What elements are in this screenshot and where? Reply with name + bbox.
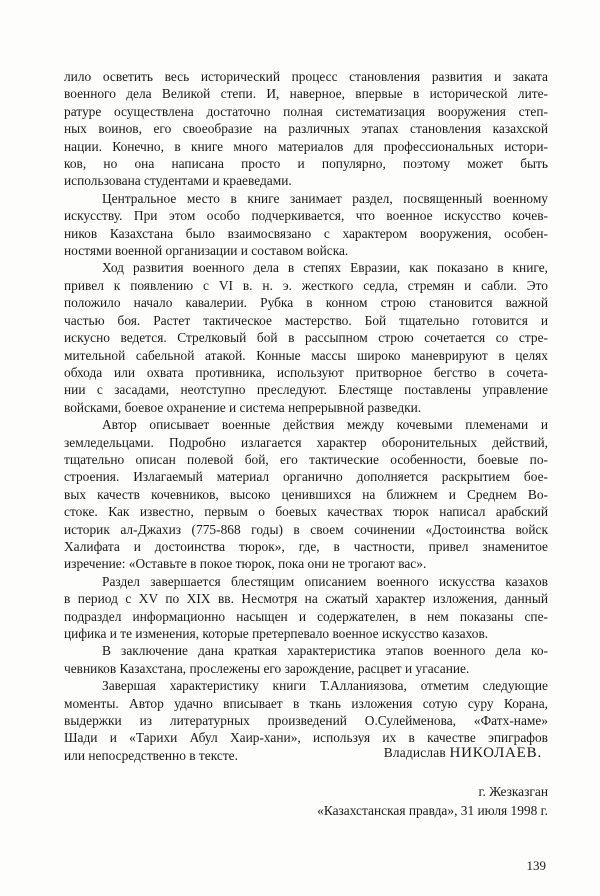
text-line: войсками, боевое охранение и система непрерывной разведки. [64,399,422,415]
text-line: обхода или охвата противника, используют притворное бегство в сочета- [64,364,548,380]
text-line: строения. Излагаемый материал органично дополняется раскрытием бое- [64,469,548,485]
paragraph [64,68,548,190]
text-line: частью боя. Растет тактическое мастерство. Бой тщательно готовится и [64,312,548,328]
text-line: Халифата и достоинства тюрок», где, в частности, привел знаменитое [64,538,548,554]
text-line: Ход развития военного дела в степях Евразии, как показано в книге, [102,260,548,276]
review-body [64,68,548,764]
publication-source: «Казахстанская правда», 31 июля 1998 г. [317,803,548,818]
text-line: В заключение дана краткая характеристика этапов военного дела ко- [102,643,548,659]
paragraph [64,642,548,677]
location-line: г. Жезказган [478,784,548,799]
text-line: ников Казахстана было взаимосвязано с характером вооружения, особен- [64,225,548,241]
author-first-name: Владислав [383,745,446,760]
text-line: положило начало кавалерии. Рубка в конном строю становится важной [64,295,548,311]
text-line: моменты. Автор удачно вписывает в ткань изложения сотую суру Корана, [64,695,548,711]
text-line: ных воинов, его своеобразие на различных этапах становления казахской [64,121,548,137]
text-line: Центральное место в книге занимает раздел, посвященный военному [102,190,548,206]
text-line: искусно ведется. Стрелковый бой в рассыпном строю сочетается со стре- [64,330,548,346]
text-line: Шади и «Тарихи Абул Хаир-хани», используя их в качестве эпиграфов [64,730,548,746]
text-line: тщательно описан полевой бой, его тактические особенности, боевые по- [64,451,548,467]
text-line: земледельцами. Подробно излагается характер оборонительных действий, [64,434,548,450]
text-line: ратуре осуществлена достаточно полная систематизация вооружения степ- [64,103,548,119]
text-line: ностями военной организации и составом войска. [64,243,349,259]
text-line: нации. Конечно, в книге много материалов для профессиональных истори- [64,138,548,154]
paragraph [64,259,548,416]
text-line: искусству. При этом особо подчеркивается, что военное искусство кочев- [64,208,548,224]
paragraph [64,416,548,573]
text-line: военного дела Великой степи. И, наверное, впервые в исторической лите- [64,86,548,102]
author-signature [384,745,542,762]
text-line: Раздел завершается блестящим описанием военного искусства казахов [102,573,548,589]
text-line: или непосредственно в тексте. [64,747,238,763]
text-line: в период с XV по XIX вв. Несмотря на сжатый характер изложения, данный [64,591,548,607]
text-line: Автор описывает военные действия между кочевыми племенами и [102,417,548,433]
text-line: использована студентами и краеведами. [64,173,292,189]
text-line: вых качеств кочевников, высоко ценившихся на ближнем и Среднем Во- [64,486,548,502]
text-line: привел к появлению с VI в. н. э. жесткого седла, стремян и сабли. Это [64,277,548,293]
text-line: мительной сабельной атакой. Конные массы широко маневрируют в целях [64,347,548,363]
text-line: лило осветить весь исторический процесс становления развития и заката [64,69,548,84]
text-line: выдержки из литературных произведений О.Сулейменова, «Фатх-наме» [64,713,548,729]
text-line: цифика и те изменения, которые претерпевало военное искусство казахов. [64,626,489,641]
text-line: Завершая характеристику книги Т.Алланиязова, отметим следующие [102,678,548,694]
text-line: ков, но она написана просто и популярно, поэтому может быть [64,156,548,172]
page-number: 139 [526,858,546,873]
paragraph [64,573,548,643]
author-surname: НИКОЛАЕВ. [449,745,542,761]
text-line: историк ал-Джахиз (775-868 годы) в своем сочинении «Достоинства войск [64,521,548,537]
text-line: нии с засадами, неотступно преследуют. Блестяще поставлены управление [64,382,548,398]
paragraph [64,190,548,260]
text-line: стоке. Как известно, первым о боевых качествах тюрок написал арабский [64,504,548,520]
text-line: изречение: «Оставьте в покое тюрок, пока они не трогают вас». [64,556,427,572]
text-line: чевников Казахстана, прослежены его зарождение, расцвет и угасание. [64,660,470,676]
text-line: подраздел информационно насыщен и содержателен, в нем показаны спе- [64,608,548,624]
